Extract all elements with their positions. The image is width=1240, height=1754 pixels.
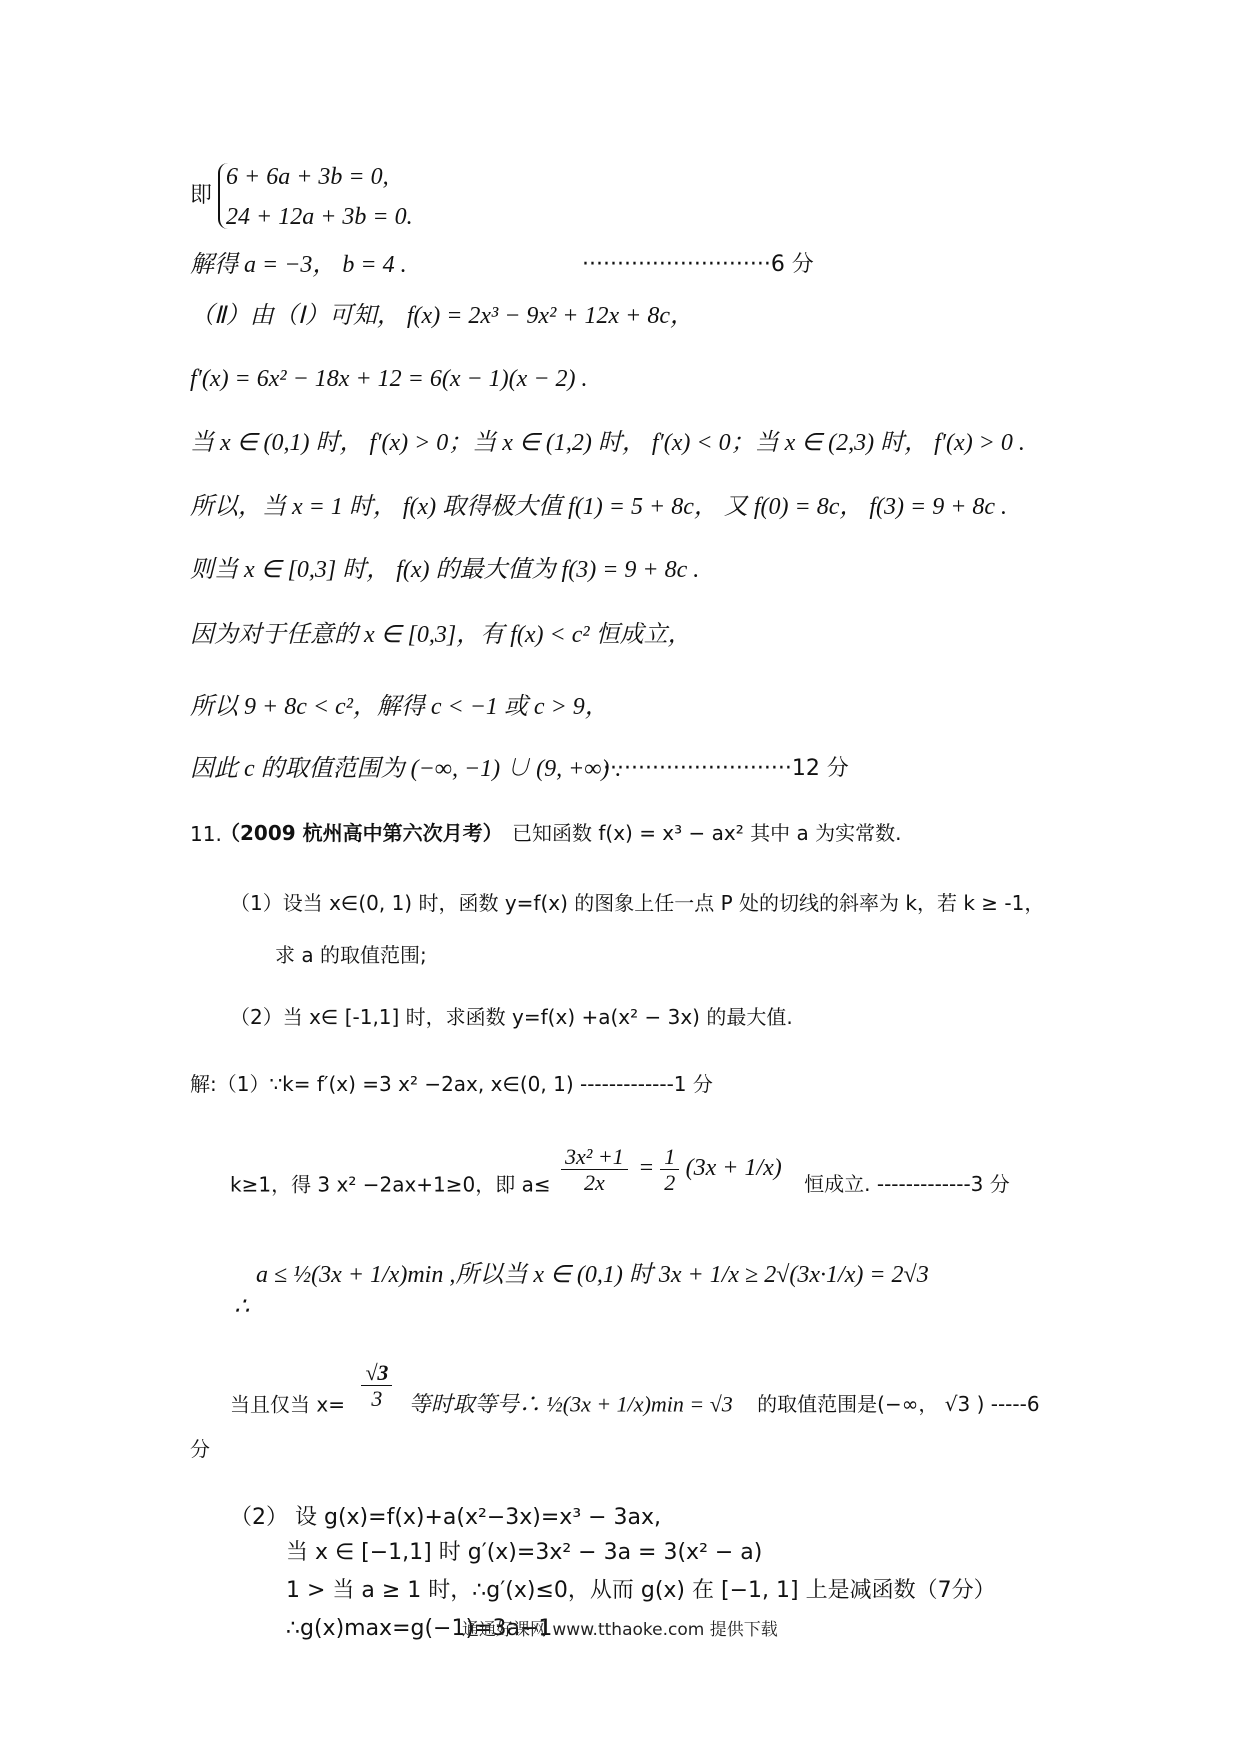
solution-4-end: 分 [190,1437,210,1461]
solution-3: a ≤ ½(3x + 1/x)min ,所以当 x ∈ (0,1) 时 3x + 1/x ≥ 2√(3x·1/x) = 2√3 [256,1262,929,1288]
solution-2 [230,1144,1010,1212]
problem-number: 11. [190,822,222,846]
half-numerator: 1 [660,1144,679,1170]
part2-line-8: 因此 c 的取值范围为 (−∞, −1) ∪ (9, +∞) . [190,756,622,782]
question-1a: （1）设当 x∈(0, 1) 时，函数 y=f(x) 的图象上任一点 P 处的切线的斜率为 k，若 k ≥ -1， [230,891,1045,915]
solution-1: 解:（1）∵k= f′(x) =3 x² −2ax, x∈(0, 1) -------------1 分 [190,1072,713,1096]
fraction-denominator: 2x [583,1170,605,1196]
equals-sign: = [638,1155,661,1182]
part2-c: 1 > 当 a ≥ 1 时，∴g′(x)≤0，从而 g(x) 在 [−1, 1] 上是减函数（7分） [286,1578,996,1603]
fraction-sqrt3-over-3 [361,1360,392,1412]
part2-line-2: f′(x) = 6x² − 18x + 12 = 6(x − 1)(x − 2) . [190,366,588,392]
solution-2-tail: (3x + 1/x) [685,1155,782,1182]
three-denominator: 3 [371,1386,383,1412]
fraction-numerator: 3x² +1 [561,1144,628,1170]
solution-2-prefix: k≥1，得 3 x² −2ax+1≥0，即 a≤ [230,1172,551,1197]
part2-a: （2） 设 g(x)=f(x)+a(x²−3x)=x³ − 3ax, [230,1505,662,1530]
part2-b: 当 x ∈ [−1,1] 时 g′(x)=3x² − 3a = 3(x² − a) [286,1540,763,1565]
ji-label: 即 [190,183,213,208]
question-1b: 求 a 的取值范围; [275,943,427,967]
part2-line-6: 因为对于任意的 x ∈ [0,3]，有 f(x) < c² 恒成立， [190,622,692,648]
equation-1: 6 + 6a + 3b = 0, [226,164,389,190]
solution-4-prefix: 当且仅当 x= [230,1392,345,1417]
half-denominator: 2 [664,1170,676,1196]
part2-line-7: 所以 9 + 8c < c²，解得 c < −1 或 c > 9， [190,694,609,720]
part2-line-5: 则当 x ∈ [0,3] 时， f(x) 的最大值为 f(3) = 9 + 8c . [190,557,700,583]
problem-source: （2009 杭州高中第六次月考） [220,821,503,845]
score-6: ···························6 分 [582,252,814,277]
part2-line-1: （Ⅱ）由（Ⅰ）可知， f(x) = 2x³ − 9x² + 12x + 8c， [190,303,694,329]
sqrt3-numerator: √3 [361,1360,392,1386]
therefore-symbol: ∴ [234,1294,250,1320]
fraction-3x2plus1-over-2x [561,1144,628,1196]
equation-2: 24 + 12a + 3b = 0. [226,204,413,230]
part2-line-4: 所以，当 x = 1 时， f(x) 取得极大值 f(1) = 5 + 8c， 又 f(0) = 8c， f(3) = 9 + 8c . [190,494,1008,520]
problem-statement: 已知函数 f(x) = x³ − ax² 其中 a 为实常数. [512,821,902,845]
solve-line: 解得 a = −3， b = 4 . [190,252,407,278]
fraction-half [660,1144,679,1196]
solution-2-suffix: 恒成立. -------------3 分 [804,1172,1010,1197]
solution-4-mid: 等时取等号∴ ½(3x + 1/x)min = √3 [408,1391,733,1417]
solution-4-suffix: 的取值范围是(−∞， √3 ) -----6 [757,1392,1040,1417]
solution-4 [230,1360,1040,1432]
question-2: （2）当 x∈ [-1,1] 时，求函数 y=f(x) +a(x² − 3x) 的最大值. [230,1005,793,1029]
score-12: ···························12 分 [603,756,849,781]
part2-line-3: 当 x ∈ (0,1) 时， f′(x) > 0；当 x ∈ (1,2) 时， f′(x) < 0；当 x ∈ (2,3) 时， f′(x) > 0 . [190,430,1025,456]
footer-watermark: 通通好课网 www.tthaoke.com 提供下载 [462,1620,778,1640]
part2-d: ∴g(x)max=g(−1)=3a−1 [286,1616,553,1641]
